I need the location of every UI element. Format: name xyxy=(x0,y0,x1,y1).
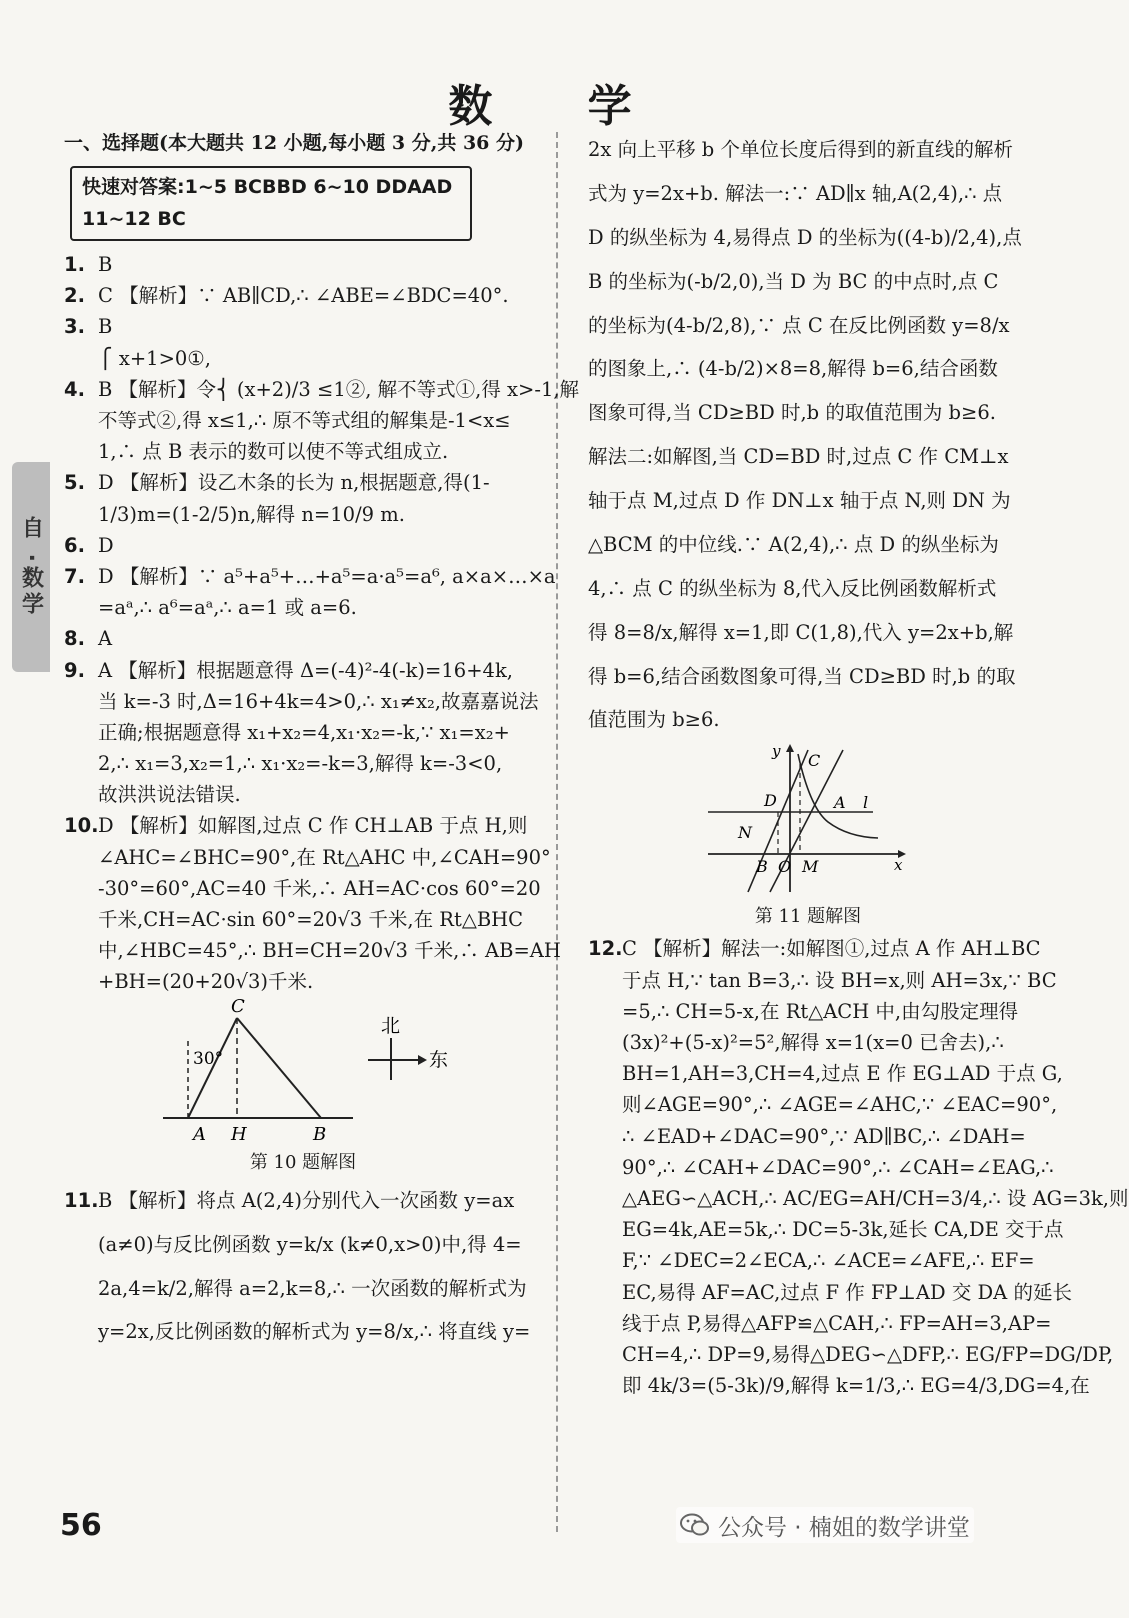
line-text: 则∠AGE=90°,∴ ∠AGE=∠AHC,∵ ∠EAC=90°, xyxy=(622,1093,1058,1117)
text-line: 图象可得,当 CD≥BD 时,b 的取值范围为 b≥6. xyxy=(588,401,996,425)
text-line xyxy=(588,965,1057,996)
fig11-label-a: A xyxy=(834,793,846,813)
line-text: B xyxy=(98,253,113,277)
text-line: 4,∴ 点 C 的纵坐标为 8,代入反比例函数解析式 xyxy=(588,576,997,600)
fig11-label-y: y xyxy=(772,742,781,761)
solution-q11-continued xyxy=(588,128,1028,742)
text-line xyxy=(64,873,542,904)
question-number: 10. xyxy=(64,814,99,838)
text-line xyxy=(64,374,580,405)
fig10-angle-label: 30° xyxy=(193,1048,224,1069)
line-text: A 【解析】根据题意得 Δ=(-4)²-4(-k)=16+4k, xyxy=(98,658,513,682)
text-line xyxy=(64,343,542,374)
line-text: ⎧ x+1>0①, xyxy=(98,346,211,370)
line-text: 1,∴ 点 B 表示的数可以使不等式组成立. xyxy=(98,440,449,464)
line-text: D 【解析】∵ a⁵+a⁵+…+a⁵=a·a⁵=a⁶, a×a×…×a xyxy=(98,564,556,588)
line-text: ∴ ∠EAD+∠DAC=90°,∵ AD∥BC,∴ ∠DAH= xyxy=(622,1124,1026,1148)
text-line xyxy=(588,1339,1114,1370)
question-number: 6. xyxy=(64,533,85,557)
fig11-label-l: l xyxy=(863,793,869,813)
text-line xyxy=(64,779,542,810)
compass-east: 东 xyxy=(429,1048,449,1071)
text-line xyxy=(64,436,542,467)
watermark xyxy=(676,1507,974,1543)
text-line xyxy=(588,1370,1090,1401)
text-line xyxy=(64,530,542,561)
line-text: 1/3)m=(1-2/5)n,解得 n=10/9 m. xyxy=(98,502,405,526)
text-line xyxy=(588,1214,1064,1245)
fig11-label-c: C xyxy=(808,751,821,771)
line-text: y=2x,反比例函数的解析式为 y=8/x,∴ 将直线 y= xyxy=(98,1320,531,1344)
text-line xyxy=(64,748,542,779)
line-text: 线于点 P,易得△AFP≌△CAH,∴ FP=AH=3,AP= xyxy=(622,1311,1052,1335)
page-title: 数 学 xyxy=(448,81,672,132)
line-text: 中,∠HBC=45°,∴ BH=CH=20√3 千米,∴ AB=AH xyxy=(98,939,561,963)
text-line xyxy=(64,842,551,873)
text-line: 轴于点 M,过点 D 作 DN⊥x 轴于点 N,则 DN 为 xyxy=(588,489,1011,512)
page-number: 56 xyxy=(60,1508,102,1543)
question-number: 8. xyxy=(64,627,85,651)
text-line xyxy=(64,623,542,654)
line-text: 2,∴ x₁=3,x₂=1,∴ x₁·x₂=-k=3,解得 k=-3<0, xyxy=(98,752,503,776)
text-line xyxy=(588,1308,1052,1339)
quick-answer-box xyxy=(70,166,472,241)
watermark-text: 公众号 · 楠姐的数学讲堂 xyxy=(718,1514,970,1541)
text-line: 的图象上,∴ (4-b/2)×8=8,解得 b=6,结合函数 xyxy=(588,357,998,381)
line-text: C 【解析】解法一:如解图①,过点 A 作 AH⊥BC xyxy=(622,937,1041,961)
text-line xyxy=(64,1267,542,1311)
line-text: F,∵ ∠DEC=2∠ECA,∴ ∠ACE=∠AFE,∴ EF= xyxy=(622,1249,1035,1273)
line-text: 于点 H,∵ tan B=3,∴ 设 BH=x,则 AH=3x,∵ BC xyxy=(622,968,1057,992)
text-line xyxy=(64,810,542,841)
text-line xyxy=(588,1245,1035,1276)
line-text: EG=4k,AE=5k,∴ DC=5-3k,延长 CA,DE 交于点 xyxy=(622,1218,1064,1242)
text-line: 得 b=6,结合函数图象可得,当 CD≥BD 时,b 的取 xyxy=(588,664,1016,688)
line-text: (3x)²+(5-x)²=5²,解得 x=1(x=0 已舍去),∴ xyxy=(622,1031,1004,1054)
text-line xyxy=(588,1183,1129,1214)
line-text: (a≠0)与反比例函数 y=k/x (k≠0,x>0)中,得 4= xyxy=(98,1232,522,1256)
column-divider xyxy=(556,132,558,1532)
text-line xyxy=(64,280,542,311)
text-line: 2x 向上平移 b 个单位长度后得到的新直线的解析 xyxy=(588,138,1013,161)
text-line xyxy=(64,966,542,997)
line-text: D 【解析】设乙木条的长为 n,根据题意,得(1- xyxy=(98,471,490,495)
text-line xyxy=(64,686,542,717)
text-line xyxy=(64,467,542,498)
question-number: 4. xyxy=(64,377,85,401)
line-text: A xyxy=(98,627,113,651)
solution-q12 xyxy=(588,933,1129,1401)
text-line xyxy=(64,717,542,748)
text-line xyxy=(588,996,1028,1027)
fig11-label-n: N xyxy=(738,823,752,843)
text-line: 得 8=8/x,解得 x=1,即 C(1,8),代入 y=2x+b,解 xyxy=(588,620,1014,644)
quick-answer-line-2: 11~12 BC xyxy=(82,207,186,230)
text-line xyxy=(64,561,556,592)
line-text: D 【解析】如解图,过点 C 作 CH⊥AB 于点 H,则 xyxy=(98,814,528,838)
solution-q11 xyxy=(64,1179,542,1355)
text-line xyxy=(64,249,542,280)
question-number: 12. xyxy=(588,937,623,961)
text-line xyxy=(588,1089,1058,1120)
fig10-label-a: A xyxy=(193,1123,206,1145)
question-number: 2. xyxy=(64,284,85,308)
text-line: △BCM 的中位线.∵ A(2,4),∴ 点 D 的纵坐标为 xyxy=(588,532,999,556)
text-line: 解法二:如解图,当 CD=BD 时,过点 C 作 CM⊥x xyxy=(588,445,1009,469)
fig10-label-c: C xyxy=(231,995,245,1017)
text-line xyxy=(588,1277,1072,1308)
question-number: 1. xyxy=(64,253,85,277)
text-line xyxy=(64,1223,542,1267)
line-text: BH=1,AH=3,CH=4,过点 E 作 EG⊥AD 于点 G, xyxy=(622,1062,1063,1086)
side-tab-label: 自 ·数学 xyxy=(18,515,44,619)
text-line xyxy=(64,499,542,530)
line-text: △AEG∽△ACH,∴ AC/EG=AH/CH=3/4,∴ 设 AG=3k,则 xyxy=(622,1186,1129,1210)
text-line xyxy=(588,1027,1028,1058)
question-number: 11. xyxy=(64,1188,99,1212)
text-line xyxy=(64,592,542,623)
line-text: D xyxy=(98,533,114,557)
line-text: =aᵃ,∴ a⁶=aᵃ,∴ a=1 或 a=6. xyxy=(98,596,357,620)
solution-list-left xyxy=(64,249,580,998)
fig11-label-d: D xyxy=(764,791,777,811)
text-line xyxy=(588,1058,1063,1089)
text-line xyxy=(64,935,561,966)
text-line: D 的纵坐标为 4,易得点 D 的坐标为((4-b)/2,4),点 xyxy=(588,225,1022,249)
line-text: 即 4k/3=(5-3k)/9,解得 k=1/3,∴ EG=4/3,DG=4,在 xyxy=(622,1374,1090,1398)
text-line xyxy=(588,933,1041,964)
left-column xyxy=(64,128,580,1354)
line-text: B xyxy=(98,315,113,339)
line-text: =5,∴ CH=5-x,在 Rt△ACH 中,由勾股定理得 xyxy=(622,999,1019,1023)
text-line: 式为 y=2x+b. 解法一:∵ AD∥x 轴,A(2,4),∴ 点 xyxy=(588,181,1003,205)
text-line: 的坐标为(4-b/2,8),∵ 点 C 在反比例函数 y=8/x xyxy=(588,313,1010,337)
question-number: 5. xyxy=(64,471,85,495)
side-tab xyxy=(12,462,50,672)
fig11-label-b: B xyxy=(756,857,768,877)
line-text: -30°=60°,AC=40 千米,∴ AH=AC·cos 60°=20 xyxy=(98,876,541,900)
line-text: 正确;根据题意得 x₁+x₂=4,x₁·x₂=-k,∵ x₁=x₂+ xyxy=(98,720,510,744)
right-column xyxy=(588,128,1129,1401)
line-text: B 【解析】将点 A(2,4)分别代入一次函数 y=ax xyxy=(98,1188,515,1212)
section-heading: 一、选择题(本大题共 12 小题,每小题 3 分,共 36 分) xyxy=(64,132,524,154)
text-line: B 的坐标为(-b/2,0),当 D 为 BC 的中点时,点 C xyxy=(588,269,999,293)
line-text: EC,易得 AF=AC,过点 F 作 FP⊥AD 交 DA 的延长 xyxy=(622,1280,1072,1304)
line-text: 不等式②,得 x≤1,∴ 原不等式组的解集是-1<x≤ xyxy=(98,409,511,433)
line-text: C 【解析】∵ AB∥CD,∴ ∠ABE=∠BDC=40°. xyxy=(98,284,509,308)
question-number: 3. xyxy=(64,315,85,339)
quick-answer-line-1: 快速对答案:1~5 BCBBD 6~10 DDAAD xyxy=(82,176,453,199)
fig11-label-o: O xyxy=(778,857,792,877)
line-text: B 【解析】令⎨ (x+2)/3 ≤1②, 解不等式①,得 x>-1,解 xyxy=(98,377,580,401)
wechat-icon xyxy=(680,1513,710,1537)
fig10-label-h: H xyxy=(231,1123,247,1145)
text-line xyxy=(64,405,542,436)
figure-10-caption: 第 10 题解图 xyxy=(249,1151,357,1173)
fig11-label-x: x xyxy=(894,856,903,875)
line-text: 故洪洪说法错误. xyxy=(98,783,241,807)
text-line xyxy=(64,655,542,686)
text-line: 值范围为 b≥6. xyxy=(588,708,720,732)
line-text: 2a,4=k/2,解得 a=2,k=8,∴ 一次函数的解析式为 xyxy=(98,1276,527,1300)
compass-north: 北 xyxy=(381,1014,401,1037)
text-line xyxy=(588,1152,1054,1183)
line-text: 千米,CH=AC·sin 60°=20√3 千米,在 Rt△BHC xyxy=(98,908,524,932)
line-text: CH=4,∴ DP=9,易得△DEG∽△DFP,∴ EG/FP=DG/DP, xyxy=(622,1342,1114,1366)
figure-10 xyxy=(153,995,453,1148)
line-text: 90°,∴ ∠CAH+∠DAC=90°,∴ ∠CAH=∠EAG,∴ xyxy=(622,1155,1054,1179)
question-number: 9. xyxy=(64,658,85,682)
line-text: 当 k=-3 时,Δ=16+4k=4>0,∴ x₁≠x₂,故嘉嘉说法 xyxy=(98,689,539,713)
fig10-label-b: B xyxy=(313,1123,327,1145)
text-line xyxy=(64,1179,542,1223)
fig10-side-cb xyxy=(237,1018,321,1118)
text-line xyxy=(64,1310,542,1354)
text-line xyxy=(64,311,542,342)
fig11-label-m: M xyxy=(802,857,819,877)
line-text: +BH=(20+20√3)千米. xyxy=(98,970,314,994)
question-number: 7. xyxy=(64,564,85,588)
figure-11-caption: 第 11 题解图 xyxy=(754,906,862,928)
figure-11 xyxy=(698,742,918,902)
text-line xyxy=(588,1121,1028,1152)
text-line xyxy=(64,904,542,935)
line-text: ∠AHC=∠BHC=90°,在 Rt△AHC 中,∠CAH=90° xyxy=(98,845,551,869)
compass-icon xyxy=(368,1038,427,1080)
